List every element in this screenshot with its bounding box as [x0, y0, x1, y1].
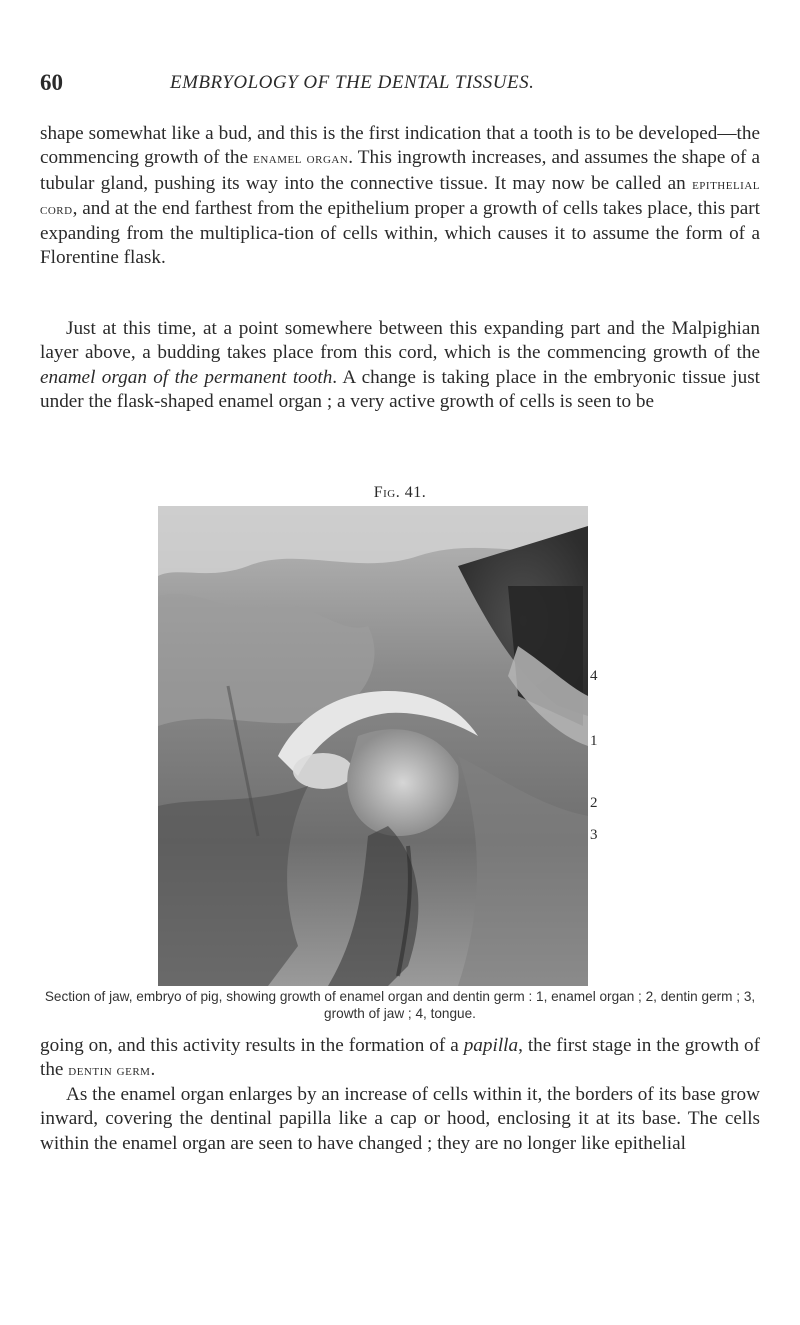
figure-caption: Section of jaw, embryo of pig, showing growth of enamel organ and dentin germ : 1, enamel organ ; 2, dentin germ ; 3, growth of jaw ; 4, tongue. — [44, 989, 756, 1021]
text-run: shape somewhat like a bud, and this is the first indication that a tooth is to be developed—the commencing growth of the — [40, 123, 760, 169]
paragraph-1 — [40, 122, 760, 271]
micrograph-image — [158, 506, 588, 986]
paragraph-3 — [40, 1034, 760, 1084]
running-title: EMBRYOLOGY OF THE DENTAL TISSUES. — [170, 72, 535, 93]
text-run: . This ingrowth increases, and assumes the shape of a tubular gland, pushing its way into the connective tissue. It may now be called an — [40, 147, 760, 194]
callout-2: 2 — [590, 795, 598, 811]
term-epithelial-cord: epithelial cord — [40, 175, 760, 218]
callout-3: 3 — [590, 827, 598, 843]
figure-micrograph — [158, 506, 588, 986]
term-dentin-germ: dentin germ — [68, 1062, 151, 1080]
text-run: going on, and this activity results in the formation of a — [40, 1035, 464, 1056]
paragraph-4 — [40, 1083, 760, 1156]
page-header — [40, 70, 760, 100]
text-run: , the first stage in the growth of the — [40, 1035, 760, 1081]
page-number: 60 — [40, 70, 63, 95]
text-run: . — [150, 1059, 156, 1081]
callout-4: 4 — [590, 668, 598, 684]
emphasis-papilla: papilla — [463, 1035, 519, 1056]
text-run: Just at this time, at a point somewhere between this expanding part and the Malpighian layer above, a budding takes place from this cord, which is the commencing growth of the — [40, 318, 760, 364]
emphasis-enamel-organ-permanent-tooth: enamel organ of the permanent tooth — [40, 366, 333, 388]
text-run: . A change is taking place in the embryonic tissue just under the flask-shaped enamel organ ; a very active growth of cells is seen to be — [40, 366, 760, 412]
figure-label: Fig. 41. — [373, 484, 427, 501]
text-run: As the enamel organ enlarges by an increase of cells within it, the borders of its base grow inward, covering the dentinal papilla like a cap or hood, enclosing it at its base. The cells within the enamel organ are seen to have changed ; they are no longer like epithelial — [40, 1084, 760, 1154]
term-enamel-organ: enamel organ — [253, 150, 349, 168]
callout-1: 1 — [590, 733, 598, 749]
text-run: , and at the end farthest from the epithelium proper a growth of cells takes place, this part expanding from the multiplica-tion of cells within, which causes it to assume the form of a Florentine flask. — [40, 197, 760, 269]
paragraph-2 — [40, 317, 760, 414]
